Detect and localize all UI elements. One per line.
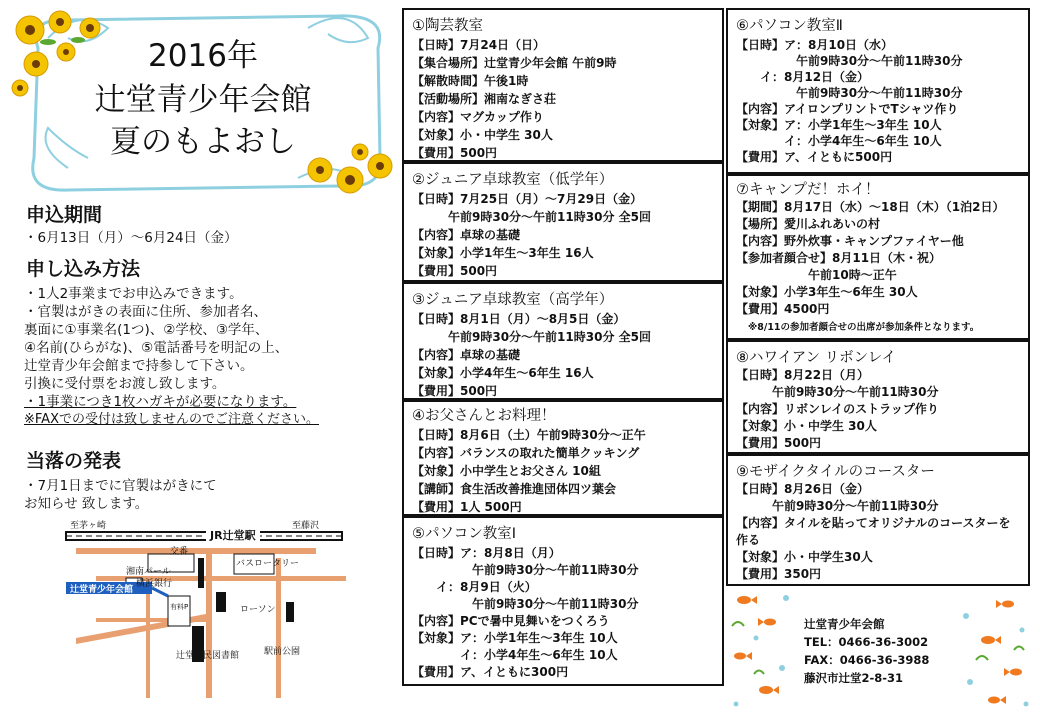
program-line: 午前9時30分～午前11時30分 <box>736 385 939 399</box>
program-title: ①陶芸教室 <box>412 18 483 34</box>
method-line: 裏面に①事業名(1つ)、②学校、③学年、 <box>24 322 269 338</box>
announcement-line: お知らせ 致します。 <box>24 496 149 512</box>
program-line: 午前10時～正午 <box>736 268 897 282</box>
contact-tel: TEL：0466-36-3002 <box>804 635 929 649</box>
program-box-4 <box>402 400 724 516</box>
program-line: 【対象】小学4年生～6年生 16人 <box>412 366 594 380</box>
program-title: ③ジュニア卓球教室（高学年） <box>412 292 614 308</box>
program-line: 【費用】500円 <box>412 384 498 398</box>
program-line: イ：8月12日（金） <box>736 70 870 84</box>
program-box-8 <box>726 340 1030 454</box>
program-line: 午前9時30分～午前11時30分 全5回 <box>412 210 651 224</box>
application-period-line: ・6月13日（月）～6月24日（金） <box>24 230 238 246</box>
title-event: 夏のもよおし <box>110 124 296 160</box>
program-line: 【日時】8月26日（金） <box>736 482 870 496</box>
program-line: イ：小学4年生～6年生 10人 <box>412 648 618 662</box>
program-line: 午前9時30分～午前11時30分 全5回 <box>412 330 651 344</box>
map-roads <box>56 518 346 698</box>
program-line: 【日時】8月22日（月） <box>736 368 870 382</box>
program-line: 【対象】ア：小学1年生～3年生 10人 <box>412 631 618 645</box>
announcement-heading: 当落の発表 <box>26 450 122 472</box>
contact-address: 藤沢市辻堂2-8-31 <box>804 671 904 685</box>
program-line: 【対象】小中学生とお父さん 10組 <box>412 464 601 478</box>
application-method-heading: 申し込み方法 <box>26 258 141 280</box>
program-line: 【内容】アイロンプリントでTシャツ作り <box>736 102 959 116</box>
program-line: 【対象】小・中学生 30人 <box>412 128 553 142</box>
program-line: 【内容】タイルを貼ってオリジナルのコースターを <box>736 516 1011 530</box>
map-label-yokohama-bank: 横浜銀行 <box>136 579 173 589</box>
program-line: 【費用】350円 <box>736 567 822 581</box>
program-box-2 <box>402 162 724 282</box>
program-line: イ：小学4年生～6年生 10人 <box>736 134 942 148</box>
title-frame <box>8 8 396 196</box>
program-line: イ：8月9日（火） <box>412 580 537 594</box>
program-line: 午前9時30分～午前11時30分 <box>736 86 963 100</box>
program-line: 【日時】8月6日（土）午前9時30分～正午 <box>412 428 646 442</box>
announcement-line: ・7月1日までに官製はがきにて <box>24 478 217 494</box>
program-box-1 <box>402 8 724 162</box>
contact-block <box>726 586 1034 714</box>
program-line: 【日時】7月24日（日） <box>412 38 546 52</box>
program-line: 【内容】マグカップ作り <box>412 110 544 124</box>
program-line: 【費用】500円 <box>736 436 822 450</box>
program-box-6 <box>726 8 1030 174</box>
program-line: 【日時】8月1日（月）～8月5日（金） <box>412 312 626 326</box>
map-station-label: JR辻堂駅 <box>206 527 260 543</box>
map-label-fujisawa: 至藤沢 <box>292 521 320 531</box>
method-line: ・官製はがきの表面に住所、参加者名、 <box>24 304 267 320</box>
program-line: 午前9時30分～午前11時30分 <box>736 54 963 68</box>
program-line: 【費用】1人 500円 <box>412 500 522 514</box>
method-line-underlined: ・1事業につき1枚ハガキが必要になります。 <box>24 394 297 410</box>
map-label-parking: 有料P <box>170 603 189 611</box>
program-box-3 <box>402 282 724 400</box>
program-line: 【費用】500円 <box>412 146 498 160</box>
program-line: 【費用】ア、イともに500円 <box>736 150 893 164</box>
program-title: ⑦キャンプだ！ホイ！ <box>736 182 880 198</box>
program-line: 【内容】バランスの取れた簡単クッキング <box>412 446 640 460</box>
program-title: ④お父さんとお料理！ <box>412 408 556 424</box>
program-title: ②ジュニア卓球教室（低学年） <box>412 172 614 188</box>
program-title: ⑧ハワイアン リボンレイ <box>736 350 897 366</box>
program-line: 【対象】ア：小学1年生～3年生 10人 <box>736 118 942 132</box>
program-line: 午前9時30分～午前11時30分 <box>736 499 939 513</box>
program-note: ※8/11の参加者顔合せの出席が参加条件となります。 <box>748 322 980 333</box>
title-year: 2016年 <box>148 38 258 74</box>
program-box-7 <box>726 174 1030 340</box>
program-line: 【講師】食生活改善推進団体四ツ葉会 <box>412 482 617 496</box>
access-map <box>56 518 346 698</box>
program-line: 【日時】ア：8月10日（水） <box>736 38 894 52</box>
program-line: 【活動場所】湘南なぎさ荘 <box>412 92 557 106</box>
program-line: 【内容】リボンレイのストラップ作り <box>736 402 939 416</box>
program-line: 作る <box>736 533 761 547</box>
contact-name: 辻堂青少年会館 <box>804 617 885 631</box>
program-line: 【対象】小学1年生～3年生 16人 <box>412 246 594 260</box>
program-line: 【日時】ア：8月8日（月） <box>412 546 561 560</box>
application-period-heading: 申込期間 <box>26 204 103 226</box>
program-line: 【内容】卓球の基礎 <box>412 228 521 242</box>
program-line: 午前9時30分～午前11時30分 <box>412 597 639 611</box>
contact-fax: FAX：0466-36-3988 <box>804 653 930 667</box>
program-line: 【期間】8月17日（水）～18日（木）（1泊2日） <box>736 200 1005 214</box>
program-line: 【費用】4500円 <box>736 302 830 316</box>
map-label-chigasaki: 至茅ヶ崎 <box>70 521 107 531</box>
method-line: ・1人2事業までお申込みできます。 <box>24 286 243 302</box>
program-line: 【対象】小・中学生 30人 <box>736 419 877 433</box>
program-line: 午前9時30分～午前11時30分 <box>412 563 639 577</box>
program-line: 【参加者顔合せ】8月11日（木・祝） <box>736 251 942 265</box>
program-line: 【内容】野外炊事・キャンプファイヤー他 <box>736 234 964 248</box>
program-line: 【対象】小・中学生30人 <box>736 550 873 564</box>
map-label-lawson: ローソン <box>240 605 276 615</box>
map-label-pearl: 湘南パール <box>126 567 171 577</box>
program-line: 【内容】PCで暑中見舞いをつくろう <box>412 614 610 628</box>
program-title: ⑨モザイクタイルのコースター <box>736 464 935 480</box>
method-line-underlined: ※FAXでの受付は致しませんのでご注意ください。 <box>24 412 319 427</box>
program-line: 【日時】7月25日（月）～7月29日（金） <box>412 192 643 206</box>
map-label-library: 辻堂市民図書館 <box>176 651 240 661</box>
map-label-bus: バスロータリー <box>236 559 300 569</box>
program-line: 【解散時間】午後1時 <box>412 74 529 88</box>
program-line: 【内容】卓球の基礎 <box>412 348 521 362</box>
map-label-hall: 辻堂青少年会館 <box>70 585 134 595</box>
program-box-9 <box>726 454 1030 586</box>
program-title: ⑥パソコン教室Ⅱ <box>736 18 843 34</box>
program-line: 【費用】ア、イともに300円 <box>412 665 569 679</box>
program-line: 【対象】小学3年生～6年生 30人 <box>736 285 918 299</box>
program-line: 【場所】愛川ふれあいの村 <box>736 217 881 231</box>
map-label-koban: 交番 <box>170 547 189 557</box>
method-line: 辻堂青少年会館まで持参して下さい。 <box>24 358 254 374</box>
goldfish-decoration <box>726 586 1034 714</box>
title-org: 辻堂青少年会館 <box>94 82 312 118</box>
program-line: 【集合場所】辻堂青少年会館 午前9時 <box>412 56 617 70</box>
program-box-5 <box>402 516 724 686</box>
program-line: 【費用】500円 <box>412 264 498 278</box>
method-line: 引換に受付票をお渡し致します。 <box>24 376 226 392</box>
program-title: ⑤パソコン教室Ⅰ <box>412 526 516 542</box>
method-line: ④名前(ひらがな)、⑤電話番号を明記の上、 <box>24 340 289 356</box>
map-label-park: 駅前公園 <box>264 647 301 657</box>
